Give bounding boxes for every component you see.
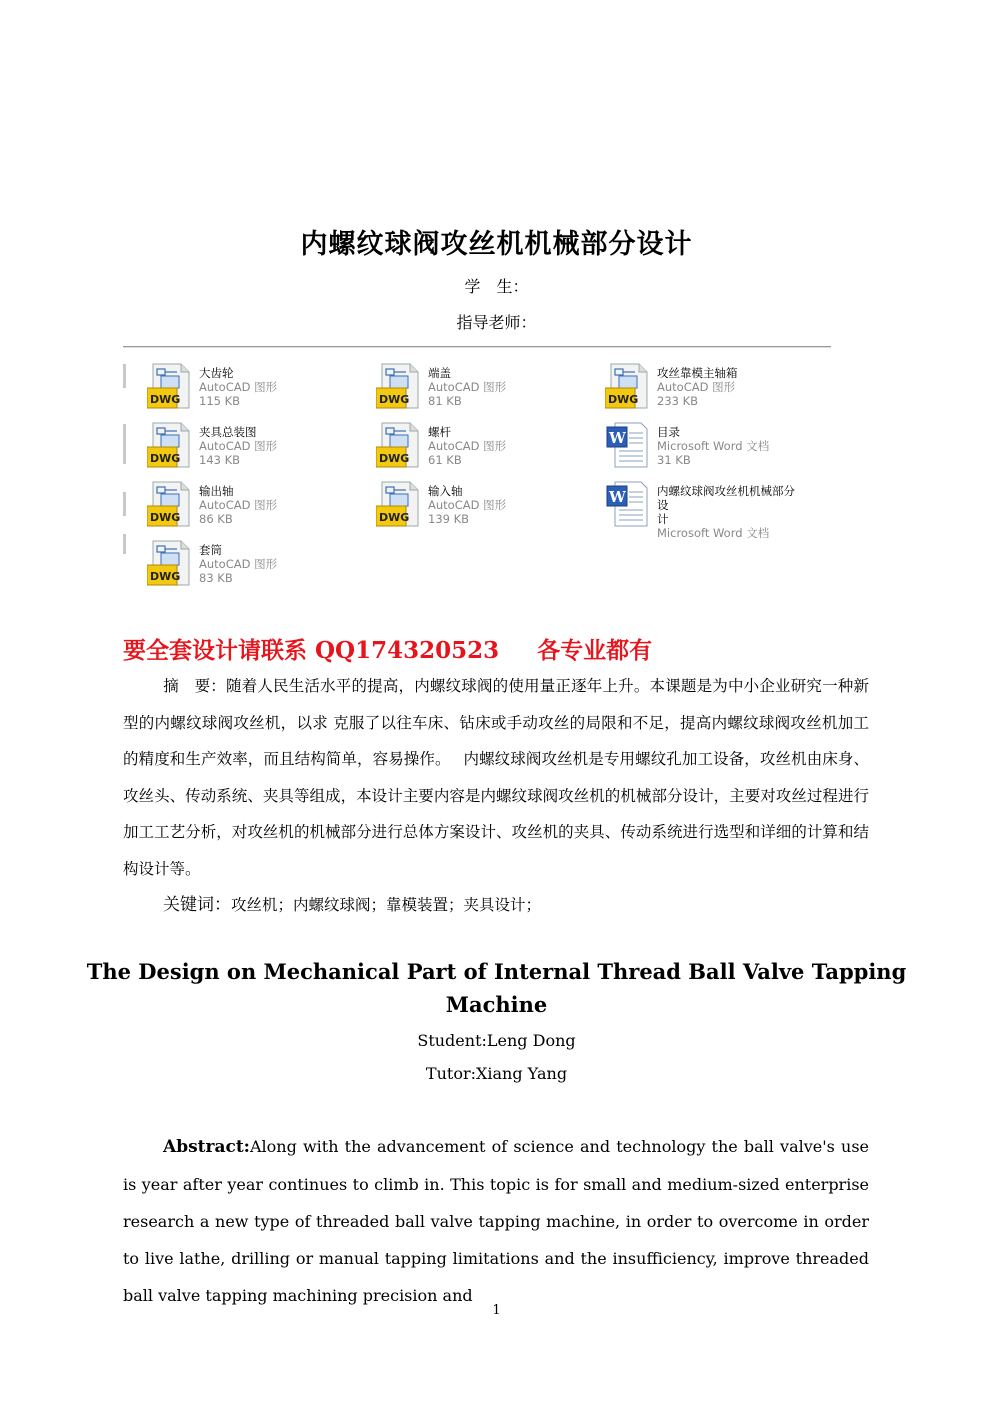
document-title-cn: 内螺纹球阀攻丝机机械部分设计 <box>300 229 693 260</box>
contact-line <box>123 632 652 665</box>
file-size: 139 KB <box>428 512 470 526</box>
dwg-icon <box>147 362 191 410</box>
contact-qq: 要全套设计请联系 QQ174320523 <box>123 637 500 664</box>
dwg-label: DWG <box>150 570 181 583</box>
file-type: AutoCAD 图形 <box>428 498 507 512</box>
advisor-line-cn: 指导老师： <box>456 313 537 332</box>
file-type: AutoCAD 图形 <box>199 380 278 394</box>
listing-divider <box>123 346 831 348</box>
file-size: 115 KB <box>199 394 241 408</box>
abstract-en <box>123 1128 869 1314</box>
file-type: AutoCAD 图形 <box>199 439 278 453</box>
dwg-label: DWG <box>379 452 410 465</box>
file-name: 输出轴 <box>199 484 234 498</box>
dwg-label: DWG <box>150 393 181 406</box>
file-item[interactable] <box>123 531 338 586</box>
file-name-wrap: 计 <box>657 512 669 526</box>
contact-all-majors: 各专业都有 <box>537 637 653 664</box>
file-size: 233 KB <box>657 394 699 408</box>
dwg-label: DWG <box>379 511 410 524</box>
file-size: 81 KB <box>428 394 462 408</box>
dwg-label: DWG <box>150 452 181 465</box>
abstract-cn <box>123 668 869 887</box>
file-name: 夹具总装图 <box>199 425 257 439</box>
abstract-en-label: Abstract: <box>163 1137 250 1157</box>
file-type: AutoCAD 图形 <box>428 439 507 453</box>
dwg-icon <box>147 480 191 528</box>
title-en-line1: The Design on Mechanical Part of Internal Thread Ball Valve Tapping <box>86 959 907 984</box>
file-size: 61 KB <box>428 453 462 467</box>
title-en-line2: Machine <box>445 992 548 1017</box>
file-type: AutoCAD 图形 <box>428 380 507 394</box>
file-type: Microsoft Word 文档 <box>657 526 770 540</box>
dwg-icon <box>376 480 420 528</box>
file-name: 套筒 <box>199 543 222 557</box>
keywords-label: 关键词： <box>163 895 231 915</box>
dwg-label: DWG <box>379 393 410 406</box>
dwg-icon <box>376 362 420 410</box>
word-doc-icon <box>605 421 649 469</box>
dwg-icon <box>376 421 420 469</box>
abstract-en-text: Along with the advancement of science and technology the ball valve's use is year after year continues to climb in. This topic is for small and medium-sized enterprise research a new type of threaded ball valve tapping machine, in order to overcome in order to live lathe, drilling or manual tapping limitations and the insufficiency, improve threaded ball valve tapping machining precision and <box>123 1137 869 1305</box>
file-name: 端盖 <box>428 366 451 380</box>
student-line-cn: 学 生： <box>464 277 529 296</box>
student-line-en: Student:Leng Dong <box>417 1031 576 1050</box>
keywords-cn <box>163 890 541 915</box>
file-name: 输入轴 <box>428 484 463 498</box>
file-type: AutoCAD 图形 <box>199 557 278 571</box>
dwg-label: DWG <box>608 393 639 406</box>
file-item[interactable] <box>581 354 796 409</box>
word-doc-icon <box>605 480 649 528</box>
file-item[interactable] <box>581 413 796 468</box>
file-name: 内螺纹球阀攻丝机机械部分设 <box>657 484 795 512</box>
file-name: 大齿轮 <box>199 366 234 380</box>
dwg-icon <box>147 539 191 587</box>
svg-text:W: W <box>609 429 626 447</box>
document-title-en <box>0 955 993 1021</box>
file-name: 目录 <box>657 425 680 439</box>
file-name: 攻丝靠模主轴箱 <box>657 366 738 380</box>
file-item[interactable] <box>352 413 567 468</box>
file-size: 143 KB <box>199 453 241 467</box>
dwg-label: DWG <box>150 511 181 524</box>
file-item[interactable] <box>352 472 567 527</box>
file-type: Microsoft Word 文档 <box>657 439 770 453</box>
file-item[interactable] <box>123 413 338 468</box>
file-size: 83 KB <box>199 571 233 585</box>
file-item[interactable] <box>123 472 338 527</box>
file-listing <box>123 346 831 586</box>
file-item[interactable] <box>352 354 567 409</box>
page-number: 1 <box>492 1303 501 1318</box>
abstract-cn-text: 随着人民生活水平的提高，内螺纹球阀的使用量正逐年上升。本课题是为中小企业研究一种新型的内螺纹球阀攻丝机，以求 克服了以往车床、钻床或手动攻丝的局限和不足，提高内螺纹球阀攻丝机加工的精度和生产效率，而且结构简单，容易操作。 内螺纹球阀攻丝机是专用螺纹孔加工设备，攻丝机由床身、攻丝头、传动系统、夹具等组成，本设计主要内容是内螺纹球阀攻丝机的机械部分设计，主要对攻丝过程进行加工工艺分析，对攻丝机的机械部分进行总体方案设计、攻丝机的夹具、传动系统进行选型和详细的计算和结构设计等。 <box>123 677 869 878</box>
file-type: AutoCAD 图形 <box>199 498 278 512</box>
svg-text:W: W <box>609 488 626 506</box>
dwg-icon <box>147 421 191 469</box>
file-size: 31 KB <box>657 453 691 467</box>
keywords-text: 攻丝机；内螺纹球阀；靠模装置；夹具设计； <box>231 896 542 914</box>
file-type: AutoCAD 图形 <box>657 380 736 394</box>
file-size: 86 KB <box>199 512 233 526</box>
tutor-line-en: Tutor:Xiang Yang <box>425 1064 568 1083</box>
file-item[interactable] <box>123 354 338 409</box>
file-item[interactable] <box>581 472 796 540</box>
file-name: 螺杆 <box>428 425 451 439</box>
dwg-icon <box>605 362 649 410</box>
abstract-cn-label: 摘 要： <box>163 677 226 695</box>
